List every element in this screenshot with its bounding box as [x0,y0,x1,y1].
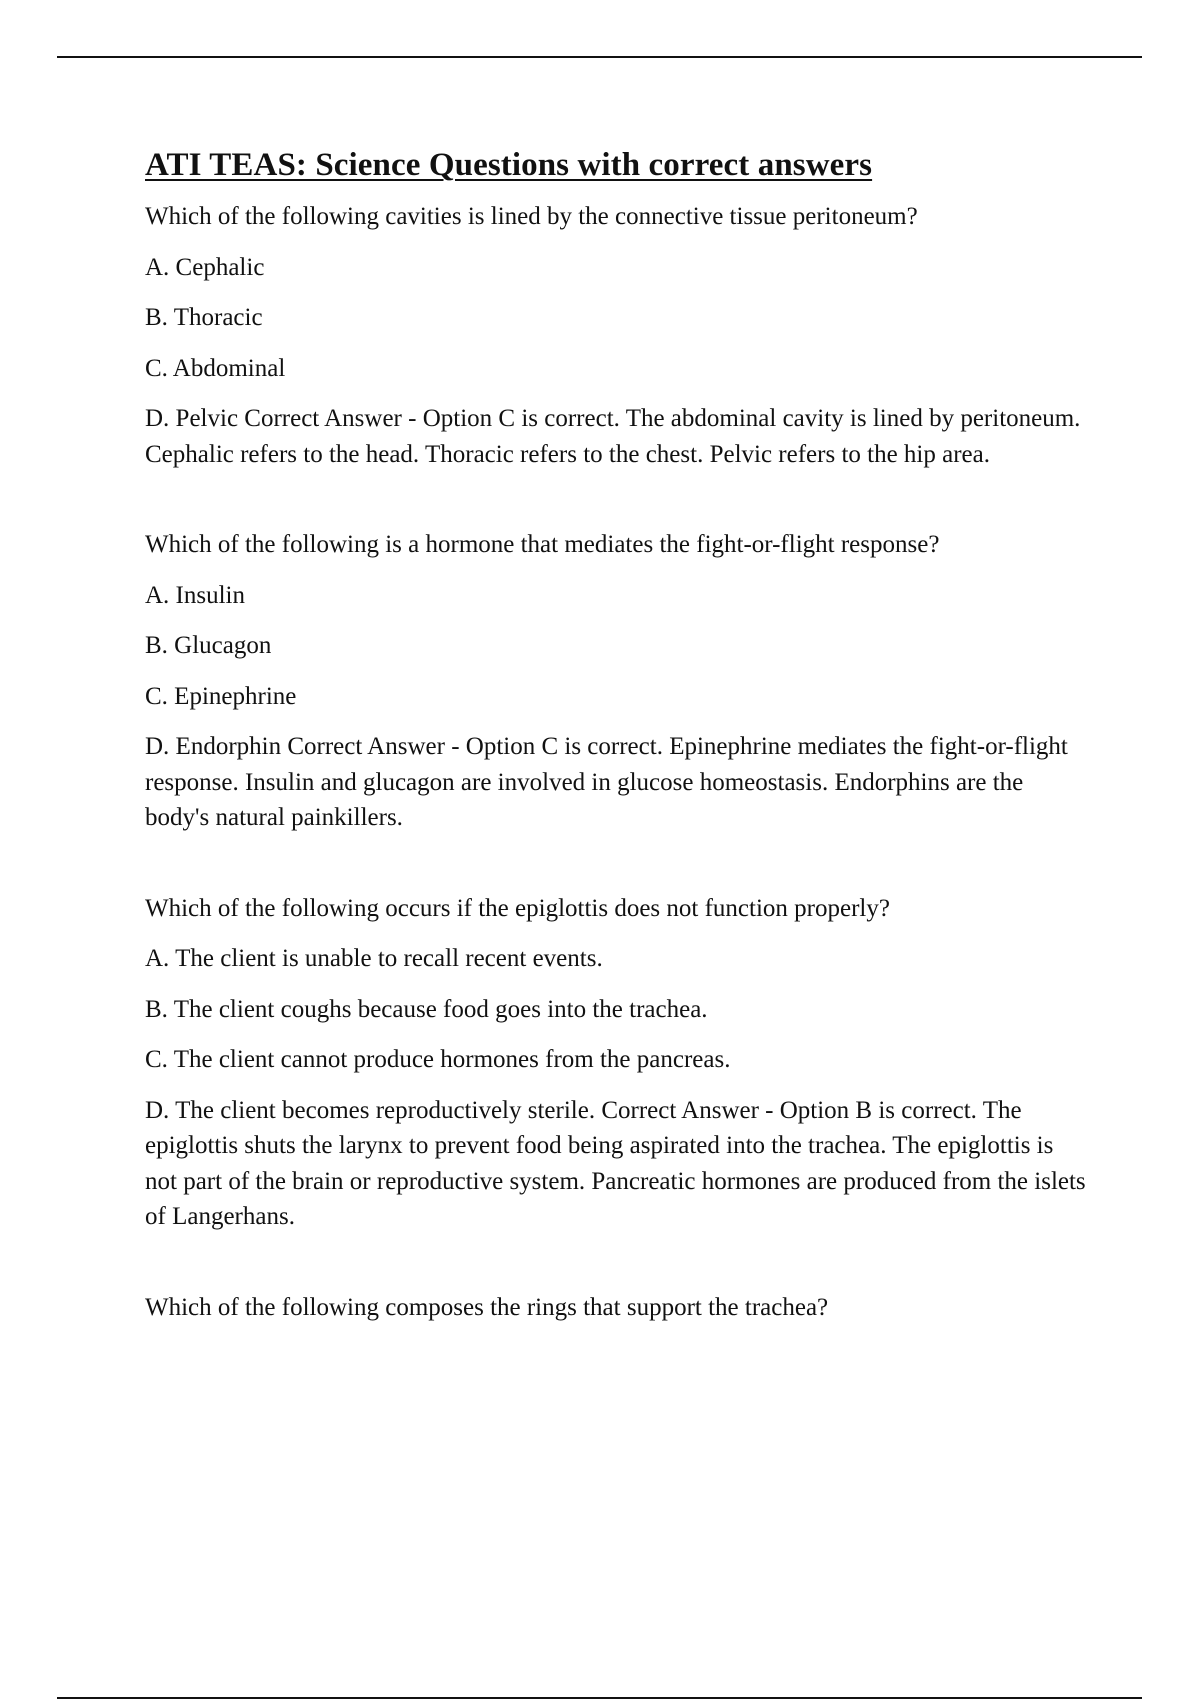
option-d-with-answer: D. Endorphin Correct Answer - Option C is correct. Epinephrine mediates the fight-or-flight response. Insulin and glucagon are involved in glucose homeostasis. Endorphins are the body's natural painkillers. [145,733,1068,831]
option-b: B. Thoracic [145,304,263,331]
option-c: C. Abdominal [145,354,286,382]
option-b: B. Glucagon [145,632,272,659]
option-b: B. The client coughs because food goes into the trachea. [145,995,708,1023]
option-a: A. Insulin [145,581,245,609]
question-text: Which of the following cavities is lined by the connective tissue peritoneum? [145,203,918,230]
option-c: C. Epinephrine [145,682,297,710]
question-block-2 [145,527,1090,836]
option-d-with-answer: D. Pelvic Correct Answer - Option C is correct. The abdominal cavity is lined by peritoneum. Cephalic refers to the head. Thoracic refers to the chest. Pelvic refers to the hip area. [145,405,1081,468]
option-a: A. Cephalic [145,253,265,281]
question-block-1 [145,199,1090,472]
question-text: Which of the following is a hormone that mediates the fight-or-flight response? [145,531,940,558]
option-a: A. The client is unable to recall recent events. [145,945,603,972]
bottom-rule [57,1697,1142,1699]
document-body [145,145,1090,1380]
question-block-3 [145,891,1090,1235]
question-text: Which of the following composes the rings that support the trachea? [145,1293,829,1321]
option-d-with-answer: D. The client becomes reproductively sterile. Correct Answer - Option B is correct. The epiglottis shuts the larynx to prevent food being aspirated into the trachea. The epiglottis is not part of the brain or reproductive system. Pancreatic hormones are produced from the islets of Langerhans. [145,1096,1086,1230]
top-rule [57,56,1142,58]
question-block-4 [145,1290,1090,1326]
question-text: Which of the following occurs if the epiglottis does not function properly? [145,894,890,922]
option-c: C. The client cannot produce hormones from the pancreas. [145,1046,731,1073]
document-title: ATI TEAS: Science Questions with correct answers [145,147,873,183]
